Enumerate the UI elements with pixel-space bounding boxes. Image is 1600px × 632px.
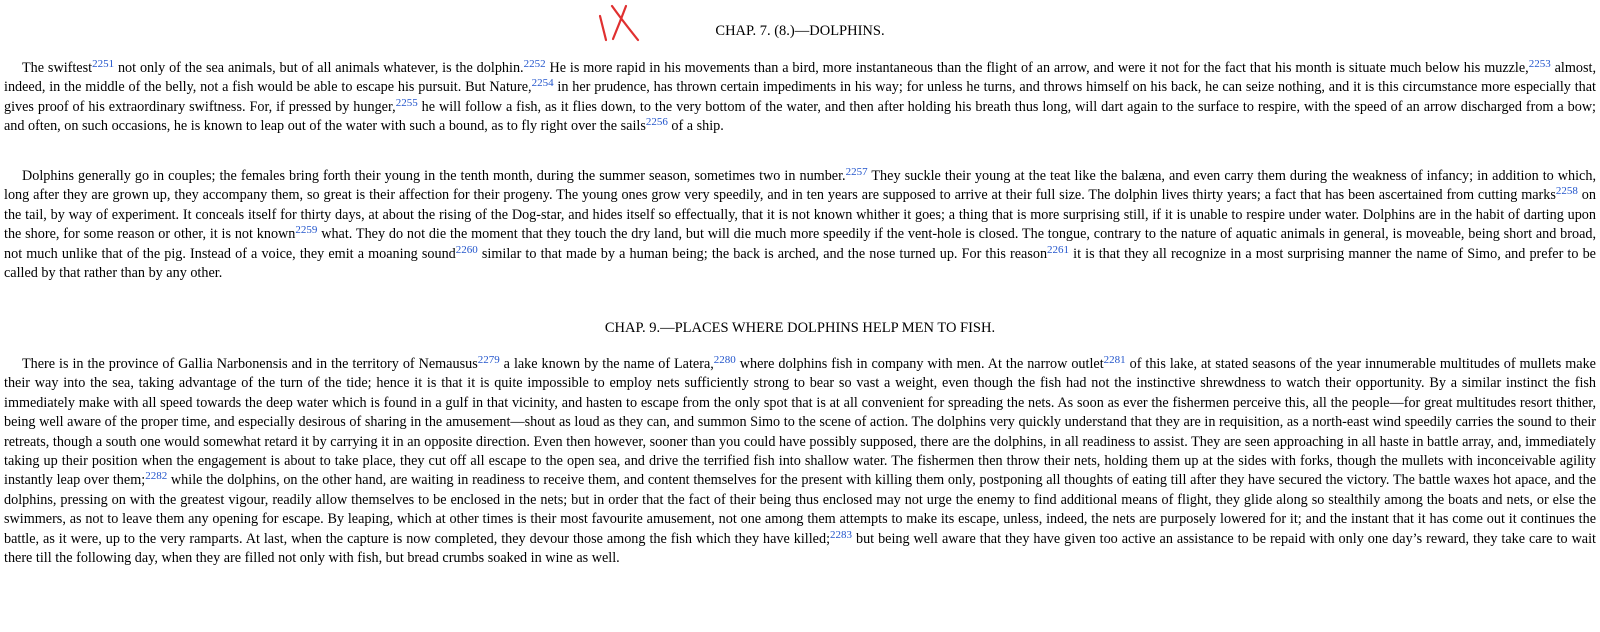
paragraph-text: not only of the sea animals, but of all animals whatever, is the dolphin.: [114, 60, 524, 76]
paragraph-text: it is that they all recognize in a most surprising manner the name of Simo, and prefer to be called by that rather than by any other.: [4, 245, 1596, 282]
footnote-link-2256[interactable]: 2256: [645, 116, 668, 129]
footnote-link-2259[interactable]: 2259: [295, 224, 318, 237]
paragraph-text: Dolphins generally go in couples; the females bring forth their young in the tenth month, during the summer season, sometimes two in number.: [22, 168, 846, 184]
footnote-link-2255[interactable]: 2255: [395, 96, 418, 109]
footnote-link-2280[interactable]: 2280: [713, 354, 736, 366]
paragraph-text: The swiftest: [22, 60, 93, 76]
paragraph-text: a lake known by the name of Latera,: [499, 356, 714, 372]
paragraph-text: almost, indeed, in the middle of the belly, not a fish would be able to escape his pursuit. But Nature,: [4, 60, 1596, 96]
footnote-link-2257[interactable]: 2257: [845, 166, 868, 178]
footnote-link-2279[interactable]: 2279: [477, 354, 500, 366]
footnote-link-2282[interactable]: 2282: [145, 470, 168, 483]
footnote-link-2253[interactable]: 2253: [1528, 58, 1551, 70]
paragraph-text: There is in the province of Gallia Narbonensis and in the territory of Nemausus: [22, 356, 478, 372]
paragraph-text: while the dolphins, on the other hand, are waiting in readiness to receive them, and content themselves for the present with killing them only, postponing all thoughts of eating till after they have secured the victory. The battle waxes hot apace, and the dolphins, pressing on with the greatest vigour, readily allow themselves to be enclosed in the nets; but in order that the fact of their being thus enclosed may not urge the enemy to find additional means of flight, they glide along so stealthily among the boats and nets, or else the swimmers, as not to leave them any opening for escape. By leaping, which at other times is their most favourite amusement, not one among them attempts to make its escape, unless, indeed, the nets are purposely lowered for it; and the instant that it has come out it continues the battle, as it were, up to the very ramparts. At last, when the capture is now completed, they devour those among the fish which they have killed;: [4, 472, 1597, 547]
footnote-link-2261[interactable]: 2261: [1047, 243, 1070, 256]
footnote-link-2258[interactable]: 2258: [1555, 185, 1578, 198]
paragraph-text: similar to that made by a human being; the back is arched, and the nose turned up. For this reason: [477, 245, 1048, 262]
chapter-7-paragraph-2: [4, 167, 1596, 283]
paragraph-text: in her prudence, has thrown certain impediments in his way; for unless he turns, and throws himself on his back, he can seize nothing, and it is this circumstance more especially that gives proof of his extraordinary swiftness. For, if pressed by hunger,: [4, 79, 1596, 115]
paragraph-text: where dolphins fish in company with men. At the narrow outlet: [735, 356, 1104, 372]
footnote-link-2252[interactable]: 2252: [523, 58, 546, 70]
chapter-9-paragraph-1: [4, 355, 1596, 568]
footnote-link-2281[interactable]: 2281: [1103, 354, 1126, 366]
paragraph-text: He is more rapid in his movements than a bird, more instantaneous than the flight of an arrow, and were it not for the fact that his month is situate much below his muzzle,: [545, 60, 1529, 76]
paragraph-text: but being well aware that they have given too active an assistance to be repaid with only one day’s reward, they take care to wait there till the following day, when they are filled not only with fish, but bread crumbs soaked in wine as well.: [4, 530, 1596, 567]
footnote-link-2283[interactable]: 2283: [830, 528, 853, 541]
footnote-link-2260[interactable]: 2260: [455, 243, 478, 256]
paragraph-text: on the tail, by way of experiment. It conceals itself for thirty days, at about the rising of the Dog-star, and hides itself so effectually, that it is not known whither it goes; a thing that is more surprising still, if it is unable to respire under water. Dolphins are in the habit of darting upon the shore, for some reason or other, it is not known: [4, 187, 1596, 243]
paragraph-text: he will follow a fish, as it flies down, to the very bottom of the water, and then after holding his breath thus long, will dart again to the surface to respire, with the speed of an arrow discharged from a bow; and often, on such occasions, he is known to leap out of the water with such a bound, as to fly right over the sails: [4, 98, 1597, 135]
chapter-7-title: CHAP. 7. (8.)—DOLPHINS.: [715, 23, 885, 39]
chapter-9-title: CHAP. 9.—PLACES WHERE DOLPHINS HELP MEN TO FISH.: [604, 320, 996, 336]
paragraph-text: of a ship.: [667, 118, 724, 135]
paragraph-text: of this lake, at stated seasons of the year innumerable multitudes of mullets make their way into the sea, taking advantage of the turn of the tide; hence it is that it is quite impossible to employ nets sufficiently strong to bear so vast a weight, even though the fish had not the instinctive shrewdness to watch their opportunity. By a similar instinct the fish immediately make with all speed towards the deep water which is found in a gulf in that vicinity, and hasten to escape from the only spot that is at all convenient for spreading the nets. As soon as ever the fishermen perceive this, all the people—for great multitudes resort thither, being well aware of the proper time, and especially desirous of sharing in the amusement—shout as loud as they can, and summon Simo to the scene of action. The dolphins very quickly understand that they are in requisition, as a north-east wind speedily carries the sound to their retreats, though a south one would somewhat retard it by carrying it in an opposite direction. Even then however, sooner than you could have possibly supposed, there are the dolphins, in all readiness to assist. They are seen approaching in all haste in battle array, and, immediately taking up their position when the engagement is about to take place, they cut off all escape to the open sea, and drive the terrified fish into shallow water. The fishermen then throw their nets, holding them up at the sides with forks, though the mullets with inconceivable agility instantly leap over them;: [4, 356, 1596, 489]
chapter-7-paragraph-1: [4, 59, 1596, 137]
paragraph-text: what. They do not die the moment that they touch the dry land, but will die much more speedily if the vent-hole is closed. The tongue, contrary to the nature of aquatic animals in general, is moveable, being short and broad, not much unlike that of the pig. Instead of a voice, they emit a moaning sound: [4, 226, 1597, 262]
paragraph-text: They suckle their young at the teat like the balæna, and even carry them during the weakness of infancy; in addition to which, long after they are grown up, they accompany them, so great is their affection for their progeny. The young ones grow very speedily, and in ten years are supposed to arrive at their full size. The dolphin lives thirty years; a fact that has been ascertained from cutting marks: [4, 168, 1596, 204]
footnote-link-2254[interactable]: 2254: [531, 77, 554, 90]
footnote-link-2251[interactable]: 2251: [92, 58, 115, 70]
